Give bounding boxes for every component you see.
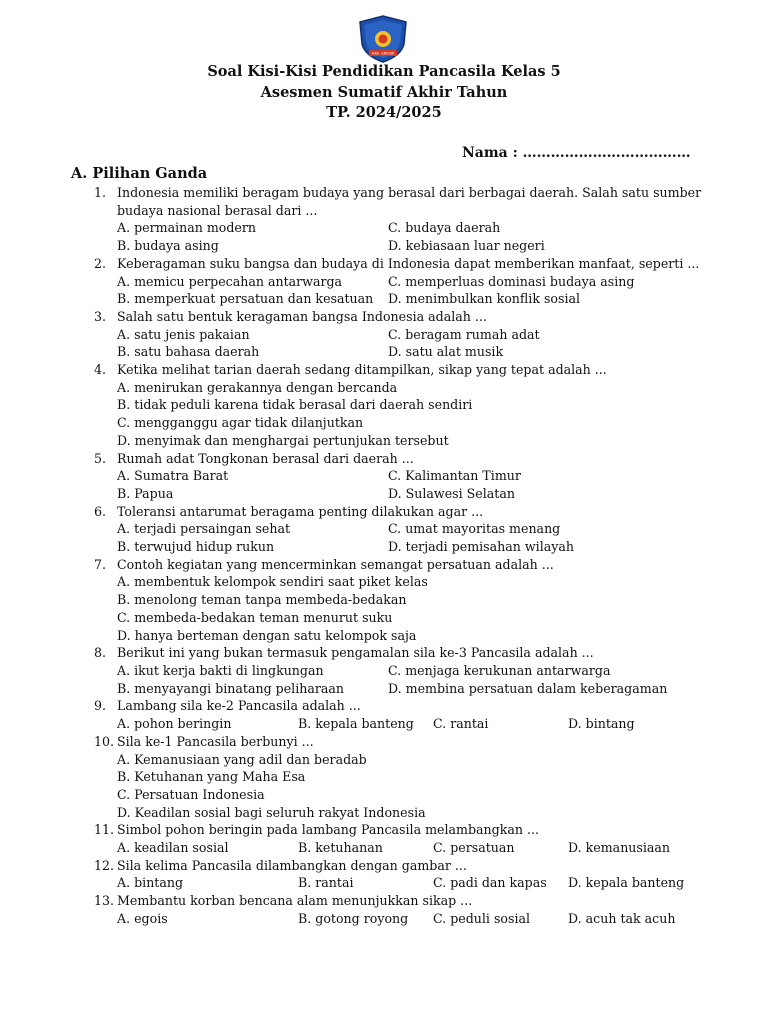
option-b: B. ketuhanan [298, 840, 383, 856]
option-b: B. tidak peduli karena tidak berasal dari daerah sendiri [117, 397, 473, 413]
option-c: C. rantai [433, 716, 489, 732]
option-c: C. mengganggu agar tidak dilanjutkan [117, 415, 364, 431]
option-c: C. Persatuan Indonesia [117, 786, 265, 802]
question-text: Salah satu bentuk keragaman bangsa Indonesia adalah ... [117, 308, 487, 324]
question-number: 5. [94, 450, 107, 466]
question-text-continued: budaya nasional berasal dari ... [117, 202, 318, 218]
question-list [94, 184, 734, 928]
question-number: 4. [94, 362, 107, 378]
question-10 [94, 733, 734, 822]
options [94, 326, 734, 361]
school-year: TP. 2024/2025 [326, 104, 442, 121]
option-c: C. budaya daerah [388, 220, 501, 236]
option-b: B. rantai [298, 875, 354, 891]
options [94, 910, 734, 928]
option-a: A. satu jenis pakaian [117, 326, 250, 342]
option-d: D. acuh tak acuh [568, 910, 676, 926]
section-title: A. Pilihan Ganda [71, 165, 208, 182]
option-d: D. Keadilan sosial bagi seluruh rakyat Indonesia [117, 804, 426, 820]
question-11 [94, 821, 734, 856]
option-b: B. terwujud hidup rukun [117, 539, 275, 555]
option-d: D. bintang [568, 716, 635, 732]
question-text: Berikut ini yang bukan termasuk pengamalan sila ke-3 Pancasila adalah ... [117, 645, 594, 661]
option-c: C. umat mayoritas menang [388, 521, 561, 537]
question-text: Keberagaman suku bangsa dan budaya di Indonesia dapat memberikan manfaat, seperti ... [117, 255, 700, 271]
question-text: Indonesia memiliki beragam budaya yang berasal dari berbagai daerah. Salah satu sumber [117, 185, 702, 200]
option-c: C. padi dan kapas [433, 875, 547, 891]
option-c: C. beragam rumah adat [388, 326, 540, 342]
options [94, 467, 734, 502]
option-a: A. permainan modern [117, 220, 257, 236]
question-13 [94, 892, 734, 927]
options [94, 379, 734, 450]
question-text: Sila ke-1 Pancasila berbunyi ... [117, 733, 314, 749]
question-number: 10. [94, 733, 115, 749]
option-b: B. Papua [117, 485, 174, 501]
option-b: B. menyayangi binatang peliharaan [117, 680, 345, 696]
option-c: C. Kalimantan Timur [388, 468, 521, 484]
option-d: D. kebiasaan luar negeri [388, 238, 545, 254]
question-text: Toleransi antarumat beragama penting dilakukan agar ... [117, 503, 484, 519]
option-b: B. Ketuhanan yang Maha Esa [117, 769, 306, 785]
regency-logo-icon [355, 14, 411, 64]
option-a: A. memicu perpecahan antarwarga [117, 273, 343, 289]
document-header [0, 62, 768, 124]
question-number: 12. [94, 857, 115, 873]
question-number: 8. [94, 645, 107, 661]
option-d: D. menimbulkan konflik sosial [388, 291, 581, 307]
option-a: A. Kemanusiaan yang adil dan beradab [117, 751, 367, 767]
option-d: D. membina persatuan dalam keberagaman [388, 680, 668, 696]
question-number: 1. [94, 185, 107, 200]
options [94, 662, 734, 697]
question-6 [94, 503, 734, 556]
question-text: Simbol pohon beringin pada lambang Pancasila melambangkan ... [117, 822, 539, 838]
option-c: C. peduli sosial [433, 910, 531, 926]
question-7 [94, 556, 734, 645]
options [94, 273, 734, 308]
options [94, 573, 734, 644]
option-d: D. terjadi pemisahan wilayah [388, 539, 574, 555]
question-text: Sila kelima Pancasila dilambangkan dengan gambar ... [117, 857, 467, 873]
question-text: Rumah adat Tongkonan berasal dari daerah ... [117, 450, 414, 466]
option-b: B. budaya asing [117, 238, 219, 254]
option-b: B. memperkuat persatuan dan kesatuan [117, 291, 374, 307]
options [94, 839, 734, 857]
option-a: A. pohon beringin [117, 716, 232, 732]
question-text: Lambang sila ke-2 Pancasila adalah ... [117, 698, 361, 714]
option-d: D. satu alat musik [388, 344, 504, 360]
option-d: D. hanya berteman dengan satu kelompok saja [117, 627, 417, 643]
option-a: A. egois [117, 910, 168, 926]
option-c: C. memperluas dominasi budaya asing [388, 273, 635, 289]
question-number: 2. [94, 255, 107, 271]
option-d: D. Sulawesi Selatan [388, 485, 515, 501]
options [94, 520, 734, 555]
question-12 [94, 857, 734, 892]
options [94, 751, 734, 822]
option-c: C. persatuan [433, 840, 515, 856]
question-number: 9. [94, 698, 107, 714]
question-4 [94, 361, 734, 450]
question-number: 3. [94, 308, 107, 324]
question-number: 7. [94, 556, 107, 572]
svg-text:KAB. GRESIK: KAB. GRESIK [371, 51, 395, 56]
option-a: A. ikut kerja bakti di lingkungan [117, 662, 324, 678]
question-9 [94, 697, 734, 732]
question-2 [94, 255, 734, 308]
option-d: D. kemanusiaan [568, 840, 671, 856]
option-b: B. menolong teman tanpa membeda-bedakan [117, 592, 407, 608]
options [94, 715, 734, 733]
question-number: 6. [94, 503, 107, 519]
question-text: Ketika melihat tarian daerah sedang ditampilkan, sikap yang tepat adalah ... [117, 362, 607, 378]
question-text: Contoh kegiatan yang mencerminkan semangat persatuan adalah ... [117, 556, 554, 572]
question-text: Membantu korban bencana alam menunjukkan sikap ... [117, 893, 473, 909]
option-b: B. kepala banteng [298, 716, 414, 732]
option-b: B. satu bahasa daerah [117, 344, 260, 360]
option-d: D. menyimak dan menghargai pertunjukan tersebut [117, 432, 449, 448]
document-title: Soal Kisi-Kisi Pendidikan Pancasila Kelas 5 [207, 63, 561, 80]
option-a: A. keadilan sosial [117, 840, 229, 856]
document-subtitle: Asesmen Sumatif Akhir Tahun [260, 83, 508, 101]
option-a: A. Sumatra Barat [117, 468, 229, 484]
name-field: Nama : ……………………………… [462, 145, 691, 161]
options [94, 219, 734, 254]
option-a: A. bintang [117, 875, 184, 891]
option-a: A. menirukan gerakannya dengan bercanda [117, 379, 398, 395]
question-1 [94, 184, 734, 255]
question-number: 11. [94, 822, 115, 838]
options [94, 874, 734, 892]
option-a: A. terjadi persaingan sehat [117, 521, 291, 537]
option-b: B. gotong royong [298, 910, 409, 926]
option-a: A. membentuk kelompok sendiri saat piket kelas [117, 574, 428, 590]
question-5 [94, 450, 734, 503]
question-number: 13. [94, 893, 115, 909]
option-c: C. menjaga kerukunan antarwarga [388, 662, 611, 678]
question-8 [94, 644, 734, 697]
question-3 [94, 308, 734, 361]
option-d: D. kepala banteng [568, 875, 685, 891]
option-c: C. membeda-bedakan teman menurut suku [117, 609, 393, 625]
